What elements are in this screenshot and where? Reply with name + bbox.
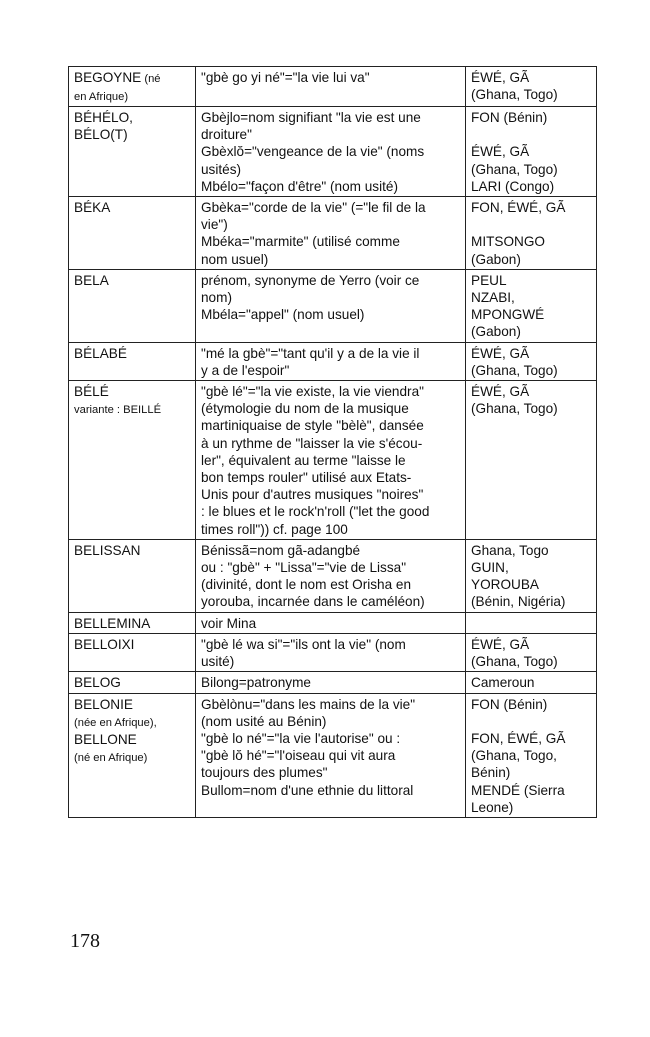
dictionary-table	[68, 66, 597, 818]
line-text: BELONIE	[74, 696, 133, 712]
text-line	[201, 251, 461, 268]
line-text: (Gabon)	[471, 324, 521, 340]
text-line	[201, 178, 461, 195]
table-row	[69, 539, 597, 612]
table-row	[69, 693, 597, 817]
text-line	[201, 747, 461, 764]
line-text: (Ghana, Togo)	[471, 654, 558, 670]
text-line	[201, 503, 461, 520]
line-text: Bénin)	[471, 765, 511, 781]
text-line	[471, 559, 592, 576]
line-text: ÉWÉ, GÃ	[471, 636, 530, 652]
text-line	[74, 126, 191, 143]
line-text: (Ghana, Togo)	[471, 362, 558, 378]
meaning-cell	[196, 539, 466, 612]
text-line	[74, 69, 191, 87]
line-text: yorouba, incarnée dans le caméléon)	[201, 594, 425, 610]
text-line	[201, 576, 461, 593]
meaning-cell	[196, 67, 466, 107]
text-line	[471, 289, 592, 306]
origin-cell	[466, 633, 597, 671]
text-line	[74, 199, 191, 216]
line-text: nom usuel)	[201, 251, 269, 267]
line-text: BELISSAN	[74, 542, 141, 558]
text-line	[201, 69, 461, 86]
name-cell	[69, 633, 196, 671]
line-text: Bullom=nom d'une ethnie du littoral	[201, 782, 414, 798]
text-line	[201, 713, 461, 730]
line-text: BÉLÉ	[74, 384, 109, 400]
line-text: : le blues et le rock'n'roll ("let the good	[201, 504, 430, 520]
line-text: Unis pour d'autres musiques "noires"	[201, 487, 424, 503]
line-text: ler", équivalent au terme "laisse le	[201, 452, 406, 468]
text-line	[471, 696, 592, 713]
text-line	[471, 542, 592, 559]
text-line	[471, 323, 592, 340]
line-text: Gbèxlŏ="vengeance de la vie" (noms	[201, 144, 425, 160]
text-line	[74, 109, 191, 126]
text-line	[471, 576, 592, 593]
text-line	[201, 452, 461, 469]
line-text: Mbélo="façon d'être" (nom usité)	[201, 178, 398, 194]
line-text: BELLOIXI	[74, 636, 135, 652]
line-text: y a de l'espoir"	[201, 362, 290, 378]
name-cell	[69, 693, 196, 817]
line-spacer	[471, 126, 592, 143]
meaning-cell	[196, 633, 466, 671]
text-line	[201, 696, 461, 713]
table-row	[69, 107, 597, 197]
line-text: (étymologie du nom de la musique	[201, 401, 409, 417]
text-line	[471, 782, 592, 799]
line-text: "mé la gbè"="tant qu'il y a de la vie il	[201, 345, 420, 361]
line-text: BELLEMINA	[74, 615, 151, 631]
text-line	[74, 272, 191, 289]
line-text: BÉKA	[74, 200, 111, 216]
text-line	[201, 126, 461, 143]
meaning-cell	[196, 269, 466, 342]
line-text: BELLONE	[74, 731, 137, 747]
name-note: (né en Afrique)	[74, 751, 148, 764]
name-cell	[69, 67, 196, 107]
text-line	[201, 435, 461, 452]
line-text: usités)	[201, 161, 242, 177]
line-text: FON, ÉWÉ, GÃ	[471, 730, 566, 746]
text-line	[471, 345, 592, 362]
meaning-cell	[196, 197, 466, 270]
line-text: FON (Bénin)	[471, 696, 548, 712]
text-line	[74, 542, 191, 559]
text-line	[74, 674, 191, 691]
line-text: (Ghana, Togo)	[471, 161, 558, 177]
table-row	[69, 381, 597, 540]
table-row	[69, 269, 597, 342]
text-line	[471, 730, 592, 747]
text-line	[201, 764, 461, 781]
name-cell	[69, 381, 196, 540]
origin-cell	[466, 672, 597, 693]
text-line	[471, 593, 592, 610]
name-cell	[69, 612, 196, 633]
line-text: vie")	[201, 217, 228, 233]
name-cell	[69, 342, 196, 380]
line-text: Gbèjlo=nom signifiant "la vie est une	[201, 110, 421, 125]
text-line	[471, 251, 592, 268]
table-row	[69, 342, 597, 380]
text-line	[201, 345, 461, 362]
line-text: nom)	[201, 290, 232, 306]
text-line	[471, 362, 592, 379]
line-text: FON, ÉWÉ, GÃ	[471, 200, 566, 216]
line-text: "gbè lŏ hé"="l'oiseau qui vit aura	[201, 748, 396, 764]
page-number: 178	[70, 930, 100, 952]
text-line	[201, 653, 461, 670]
line-text: BÉHÉLO,	[74, 110, 133, 125]
origin-cell	[466, 107, 597, 197]
text-line	[201, 383, 461, 400]
name-note: (née en Afrique),	[74, 716, 157, 729]
line-text: voir Mina	[201, 615, 257, 631]
text-line	[471, 86, 592, 103]
text-line	[201, 636, 461, 653]
line-text: BEGOYNE	[74, 70, 142, 85]
text-line	[471, 161, 592, 178]
text-line	[201, 289, 461, 306]
line-text: Bénissã=nom gã-adangbé	[201, 542, 361, 558]
text-line	[471, 69, 592, 86]
line-text: MENDÉ (Sierra	[471, 782, 565, 798]
origin-cell	[466, 342, 597, 380]
text-line	[201, 362, 461, 379]
origin-cell	[466, 539, 597, 612]
text-line	[471, 143, 592, 160]
name-cell	[69, 269, 196, 342]
text-line	[471, 674, 592, 691]
meaning-cell	[196, 381, 466, 540]
line-spacer	[471, 216, 592, 233]
line-text: ÉWÉ, GÃ	[471, 345, 530, 361]
line-text: ÉWÉ, GÃ	[471, 384, 530, 400]
text-line	[201, 559, 461, 576]
text-line	[74, 383, 191, 400]
line-text: "gbè lé"="la vie existe, la vie viendra"	[201, 384, 424, 400]
text-line	[74, 713, 191, 731]
line-text: ÉWÉ, GÃ	[471, 70, 530, 85]
text-line	[471, 272, 592, 289]
line-text: (divinité, dont le nom est Orisha en	[201, 577, 412, 593]
line-text: times roll")) cf. page 100	[201, 521, 348, 537]
line-text: Mbéka="marmite" (utilisé comme	[201, 234, 400, 250]
text-line	[74, 696, 191, 713]
line-text: à un rythme de "laisser la vie s'écou-	[201, 435, 423, 451]
line-text: "gbè lé wa si"="ils ont la vie" (nom	[201, 636, 406, 652]
line-text: LARI (Congo)	[471, 178, 555, 194]
origin-cell	[466, 67, 597, 107]
text-line	[201, 615, 461, 632]
text-line	[201, 593, 461, 610]
line-text: usité)	[201, 654, 235, 670]
line-text: (nom usité au Bénin)	[201, 713, 327, 729]
text-line	[201, 306, 461, 323]
text-line	[201, 272, 461, 289]
line-text: (Ghana, Togo,	[471, 748, 557, 764]
text-line	[74, 87, 191, 105]
line-text: YOROUBA	[471, 577, 539, 593]
text-line	[201, 400, 461, 417]
origin-cell	[466, 693, 597, 817]
meaning-cell	[196, 612, 466, 633]
text-line	[201, 161, 461, 178]
table-row	[69, 672, 597, 693]
name-note: variante : BEILLÉ	[74, 404, 162, 417]
line-text: Bilong=patronyme	[201, 675, 311, 691]
text-line	[471, 178, 592, 195]
text-line	[74, 345, 191, 362]
text-line	[471, 747, 592, 764]
origin-cell	[466, 197, 597, 270]
text-line	[471, 306, 592, 323]
origin-cell	[466, 612, 597, 633]
line-text: FON (Bénin)	[471, 110, 548, 125]
line-text: BELOG	[74, 675, 121, 691]
origin-cell	[466, 381, 597, 540]
origin-cell	[466, 269, 597, 342]
meaning-cell	[196, 693, 466, 817]
line-text: Mbéla="appel" (nom usuel)	[201, 307, 365, 323]
text-line	[201, 521, 461, 538]
line-text: MITSONGO	[471, 234, 546, 250]
text-line	[471, 799, 592, 816]
line-text: BÉLO(T)	[74, 127, 128, 143]
text-line	[471, 383, 592, 400]
name-cell	[69, 539, 196, 612]
text-line	[471, 653, 592, 670]
line-text: (Ghana, Togo)	[471, 401, 558, 417]
text-line	[201, 469, 461, 486]
name-cell	[69, 107, 196, 197]
text-line	[74, 731, 191, 748]
text-line	[471, 109, 592, 126]
line-text: (Ghana, Togo)	[471, 87, 558, 103]
text-line	[74, 636, 191, 653]
text-line	[74, 748, 191, 766]
text-line	[201, 199, 461, 216]
text-line	[201, 233, 461, 250]
table-row	[69, 67, 597, 107]
meaning-cell	[196, 672, 466, 693]
line-text: PEUL	[471, 272, 507, 288]
text-line	[74, 615, 191, 632]
line-text: (Bénin, Nigéria)	[471, 594, 566, 610]
meaning-cell	[196, 107, 466, 197]
line-text: Gbèlònu="dans les mains de la vie"	[201, 696, 416, 712]
table-row	[69, 197, 597, 270]
line-text: (Gabon)	[471, 251, 521, 267]
text-line	[201, 782, 461, 799]
text-line	[201, 417, 461, 434]
line-text: NZABI,	[471, 290, 515, 306]
text-line	[201, 542, 461, 559]
line-text: Leone)	[471, 799, 514, 815]
line-text: GUIN,	[471, 560, 509, 576]
line-text: BELA	[74, 272, 109, 288]
line-text: droiture"	[201, 127, 252, 143]
line-text: ou : "gbè" + "Lissa"="vie de Lissa"	[201, 560, 407, 576]
table-row	[69, 633, 597, 671]
line-text: Ghana, Togo	[471, 542, 549, 558]
meaning-cell	[196, 342, 466, 380]
line-text: ÉWÉ, GÃ	[471, 144, 530, 160]
line-text: prénom, synonyme de Yerro (voir ce	[201, 272, 420, 288]
line-text: "gbè lo né"="la vie l'autorise" ou :	[201, 730, 401, 746]
text-line	[74, 400, 191, 418]
line-text: bon temps rouler" utilisé aux Etats-	[201, 470, 412, 486]
name-cell	[69, 197, 196, 270]
line-text: toujours des plumes"	[201, 765, 328, 781]
text-line	[201, 143, 461, 160]
line-spacer	[471, 713, 592, 730]
line-text: Cameroun	[471, 675, 535, 691]
table-row	[69, 612, 597, 633]
text-line	[201, 486, 461, 503]
text-line	[471, 636, 592, 653]
line-text: Gbèka="corde de la vie" (="le fil de la	[201, 200, 426, 216]
text-line	[201, 216, 461, 233]
line-text: martiniquaise de style "bèlè", dansée	[201, 418, 424, 434]
name-note: (né	[141, 73, 161, 85]
line-text: MPONGWÉ	[471, 307, 545, 323]
text-line	[471, 400, 592, 417]
line-text: "gbè go yi né"="la vie lui va"	[201, 70, 370, 85]
text-line	[201, 674, 461, 691]
text-line	[471, 233, 592, 250]
name-note: en Afrique)	[74, 91, 129, 103]
text-line	[201, 730, 461, 747]
text-line	[471, 199, 592, 216]
text-line	[471, 764, 592, 781]
name-cell	[69, 672, 196, 693]
text-line	[201, 109, 461, 126]
line-text: BÉLABÉ	[74, 345, 127, 361]
